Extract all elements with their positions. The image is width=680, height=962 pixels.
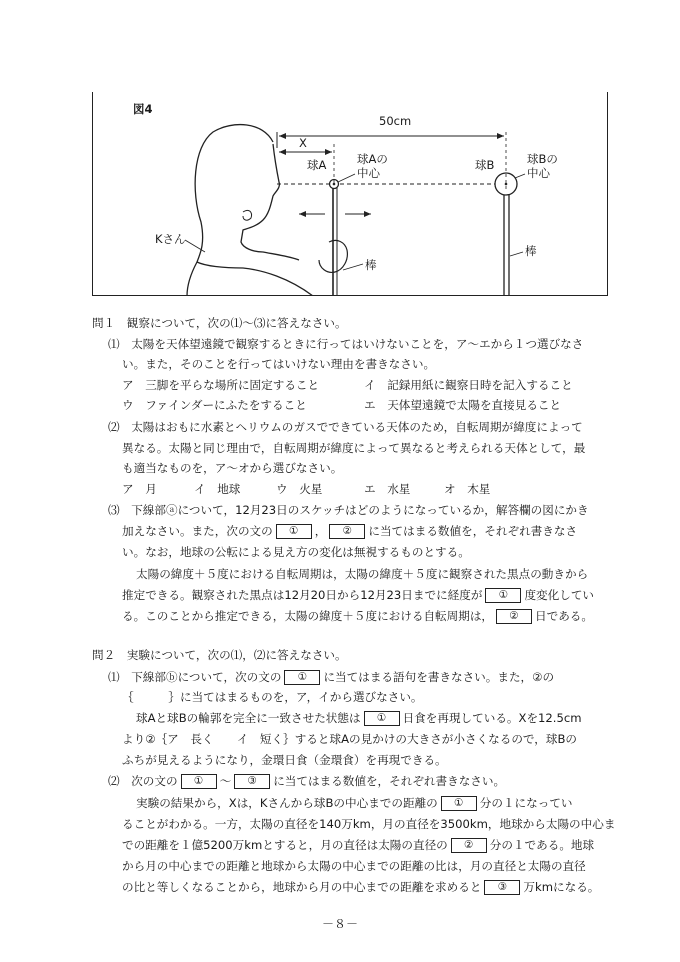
answer-box-1: ① bbox=[485, 588, 521, 603]
ball-a-center-label-2: 中心 bbox=[357, 166, 380, 180]
q1-p1-line1: ⑴ 太陽を天体望遠鏡で観察するときに行ってはいけないことを，ア～エから１つ選びなさ bbox=[108, 337, 584, 351]
distance-x-label: X bbox=[299, 136, 307, 150]
q1-p3-line4: 太陽の緯度＋５度における自転周期は，太陽の緯度＋５度に観察された黒点の動きから bbox=[136, 567, 589, 581]
q2-p2-line2: 実験の結果から，Xは，Kさんから球Bの中心までの距離の ① 分の１になってい bbox=[136, 796, 573, 810]
ball-b-center-label-2: 中心 bbox=[527, 166, 550, 180]
q1-choice-u: ウ 火星 bbox=[276, 482, 323, 496]
rod-a-label: 棒 bbox=[365, 258, 377, 272]
q2-p1-line2: ｛ ｝に当てはまるものを，ア，イから選びなさい。 bbox=[122, 690, 423, 704]
q1-p1-line2: い。また，そのことを行ってはいけない理由を書きなさい。 bbox=[122, 357, 436, 371]
q2-p2-line1: ⑵ 次の文の ① ～ ③ に当てはまる数値を，それぞれ書きなさい。 bbox=[108, 774, 506, 788]
q1-option-i: イ 記録用紙に観察日時を記入すること bbox=[364, 378, 573, 392]
q1-p3-line2: 加えなさい。また，次の文の ① ， ② に当てはまる数値を，それぞれ書きなさ bbox=[122, 524, 578, 538]
answer-box-3: ③ bbox=[234, 774, 270, 789]
q1-p2-line3: も適当なものを，ア～オから選びなさい。 bbox=[122, 461, 343, 475]
q1-heading: 問１ 観察について，次の⑴～⑶に答えなさい。 bbox=[92, 316, 347, 330]
q1-p3-line1: ⑶ 下線部ⓐについて，12月23日のスケッチはどのようになっているか，解答欄の図にかき bbox=[108, 503, 589, 517]
rod-b-label: 棒 bbox=[525, 244, 537, 258]
answer-box-2: ② bbox=[451, 838, 487, 853]
q1-p2-line2: 異なる。太陽と同じ理由で，自転周期が緯度によって異なると考えられる天体として，最 bbox=[122, 441, 586, 455]
q1-p3-line6: る。このことから推定できる，太陽の緯度＋５度における自転周期は， ② 日である。 bbox=[122, 609, 593, 623]
person-label: Kさん bbox=[155, 232, 186, 246]
q2-p2-line5: から月の中心までの距離と地球から太陽の中心までの距離の比は，月の直径と太陽の直径 bbox=[122, 859, 586, 873]
q2-p2-line4: での距離を１億5200万kmとすると，月の直径は太陽の直径の ② 分の１である。地球 bbox=[122, 838, 595, 852]
distance-50cm-label: 50cm bbox=[379, 114, 412, 128]
q1-p3-line3: い。なお，地球の公転による見え方の変化は無視するものとする。 bbox=[122, 545, 470, 559]
answer-box-2: ② bbox=[496, 609, 532, 624]
q1-p3-line5: 推定できる。観察された黒点は12月20日から12月23日までに経度が ① 度変化してい bbox=[122, 588, 595, 602]
ball-b-center-label-1: 球Bの bbox=[527, 152, 558, 166]
q2-p1-line3: 球Aと球Bの輪郭を完全に一致させた状態は ① 日食を再現している。Xを12.5cm bbox=[136, 711, 582, 725]
q1-choice-o: オ 木星 bbox=[444, 482, 491, 496]
answer-box-1: ① bbox=[181, 774, 217, 789]
page-number: －８－ bbox=[321, 917, 358, 931]
answer-box-1: ① bbox=[441, 796, 477, 811]
q1-option-u: ウ ファインダーにふたをすること bbox=[122, 398, 307, 412]
ball-a-label: 球A bbox=[307, 158, 327, 172]
answer-box-1: ① bbox=[364, 711, 400, 726]
q2-p1-line5: ふちが見えるようになり，金環日食（金環食）を再現できる。 bbox=[122, 753, 447, 767]
answer-box-1: ① bbox=[276, 524, 312, 539]
q2-p2-line6: の比と等しくなることから，地球から月の中心までの距離を求めると ③ 万kmになる。 bbox=[122, 880, 600, 894]
q1-option-a: ア 三脚を平らな場所に固定すること bbox=[122, 378, 320, 392]
person-face-outline bbox=[241, 144, 299, 260]
q1-option-e: エ 天体望遠鏡で太陽を直接見ること bbox=[364, 398, 562, 412]
figure-label: 図4 bbox=[133, 102, 153, 116]
ball-b-label: 球B bbox=[475, 158, 495, 172]
q2-p2-line3: ることがわかる。一方，太陽の直径を140万km，月の直径を3500km，地球から太陽の中心ま bbox=[122, 817, 616, 831]
q1-p2-line1: ⑵ 太陽はおもに水素とヘリウムのガスでできている天体のため，自転周期が緯度によって bbox=[108, 420, 583, 434]
figure-4-drawing bbox=[93, 92, 609, 296]
answer-box-1: ① bbox=[284, 670, 320, 685]
q2-p1-line1: ⑴ 下線部ⓑについて，次の文の ① に当てはまる語句を書きなさい。また，②の bbox=[108, 670, 555, 684]
q1-choice-i: イ 地球 bbox=[194, 482, 241, 496]
figure-4 bbox=[92, 92, 608, 296]
q1-choice-e: エ 水星 bbox=[364, 482, 411, 496]
ball-a-center-label-1: 球Aの bbox=[357, 152, 388, 166]
q2-p1-line4: より②｛ア 長く イ 短く｝すると球Aの見かけの大きさが小さくなるので，球Bの bbox=[122, 732, 578, 746]
answer-box-2: ② bbox=[329, 524, 365, 539]
answer-box-3: ③ bbox=[484, 880, 520, 895]
q2-heading: 問２ 実験について，次の⑴，⑵に答えなさい。 bbox=[92, 648, 347, 662]
q1-choice-a: ア 月 bbox=[122, 482, 157, 496]
